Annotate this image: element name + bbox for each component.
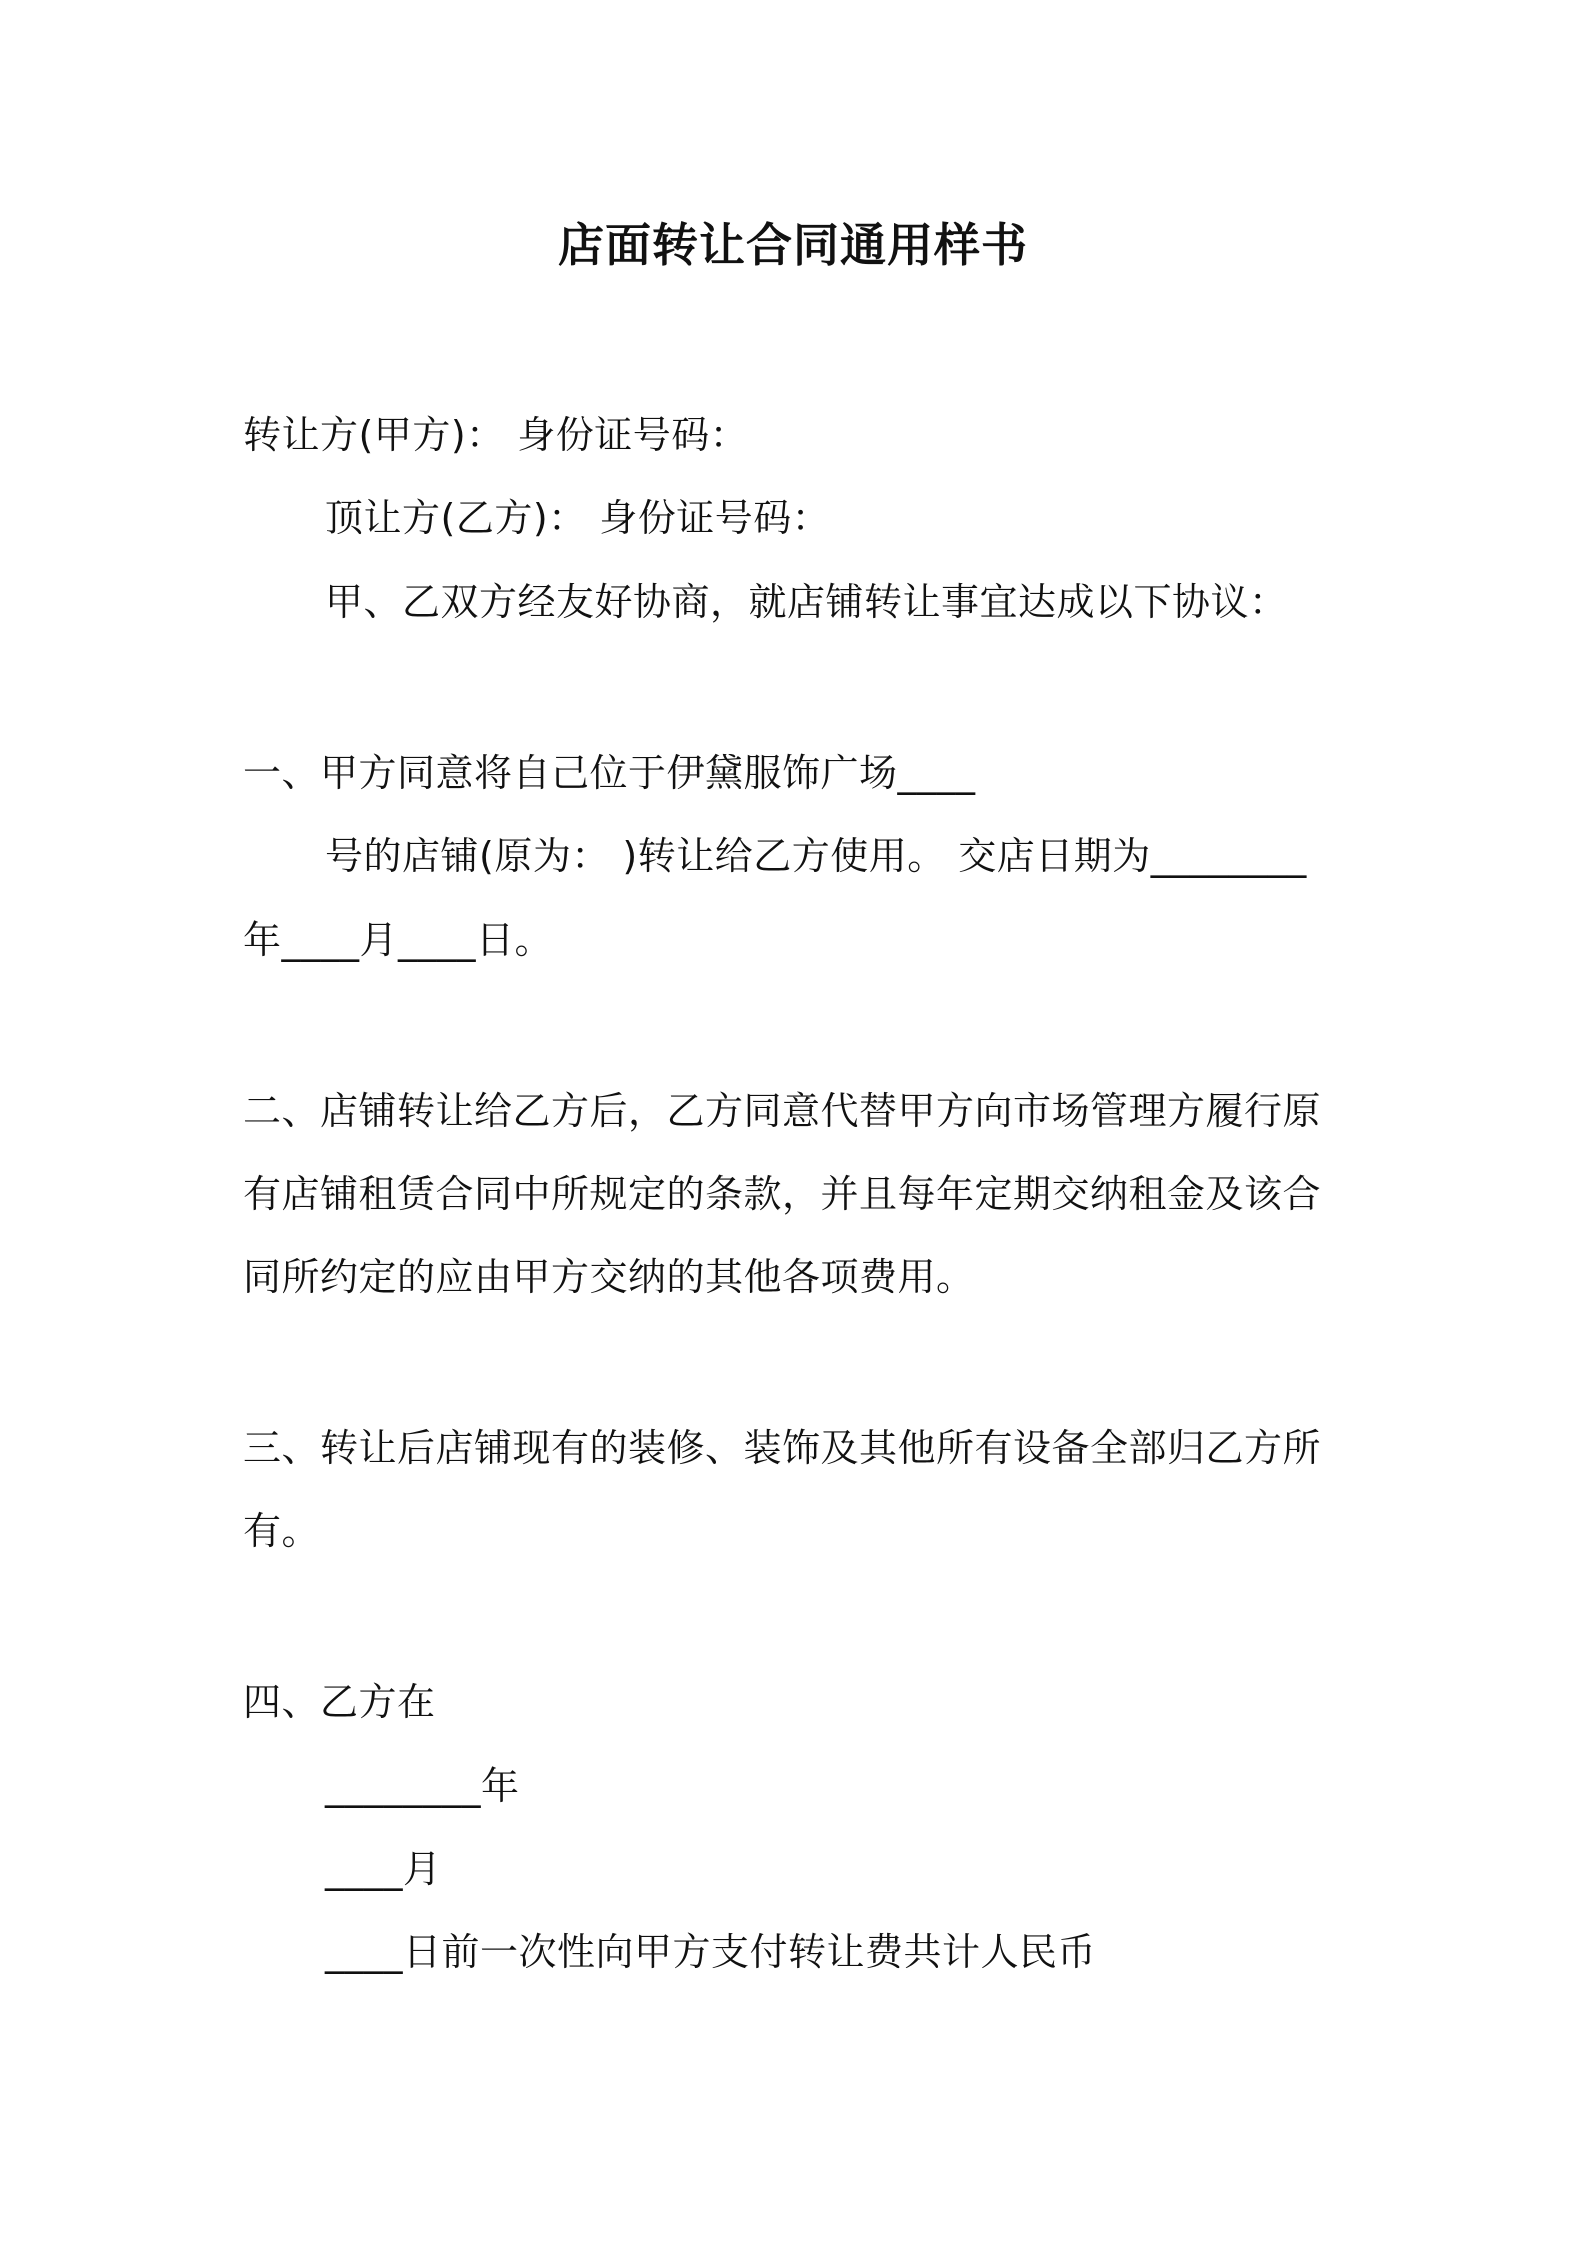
clause-3-line-2: 有。 bbox=[243, 1509, 321, 1553]
clause-1-line-2: 号的店铺(原为： )转让给乙方使用。 交店日期为________ bbox=[325, 834, 1307, 878]
transferee-line: 顶让方(乙方)： 身份证号码： bbox=[325, 496, 831, 540]
clause-2-line-3: 同所约定的应由甲方交纳的其他各项费用。 bbox=[243, 1255, 975, 1299]
clause-4-line-1: 四、乙方在 bbox=[243, 1680, 436, 1724]
clause-1-line-1: 一、甲方同意将自己位于伊黛服饰广场____ bbox=[243, 751, 976, 795]
clause-4-line-4: ____日前一次性向甲方支付转让费共计人民币 bbox=[325, 1930, 1097, 1974]
clause-2-line-2: 有店铺租赁合同中所规定的条款，并且每年定期交纳租金及该合 bbox=[243, 1172, 1322, 1216]
clause-2-line-1: 二、店铺转让给乙方后，乙方同意代替甲方向市场管理方履行原 bbox=[243, 1089, 1322, 1133]
clause-1-line-3: 年____月____日。 bbox=[243, 918, 554, 962]
clause-4-line-2: ________年 bbox=[325, 1764, 520, 1808]
clause-3-line-1: 三、转让后店铺现有的装修、装饰及其他所有设备全部归乙方所 bbox=[243, 1426, 1322, 1470]
agreement-intro: 甲、乙双方经友好协商，就店铺转让事宜达成以下协议： bbox=[325, 580, 1288, 624]
transferor-line: 转让方(甲方)： 身份证号码： bbox=[243, 413, 749, 457]
document-title: 店面转让合同通用样书 bbox=[558, 218, 1028, 272]
clause-4-line-3: ____月 bbox=[325, 1847, 442, 1891]
